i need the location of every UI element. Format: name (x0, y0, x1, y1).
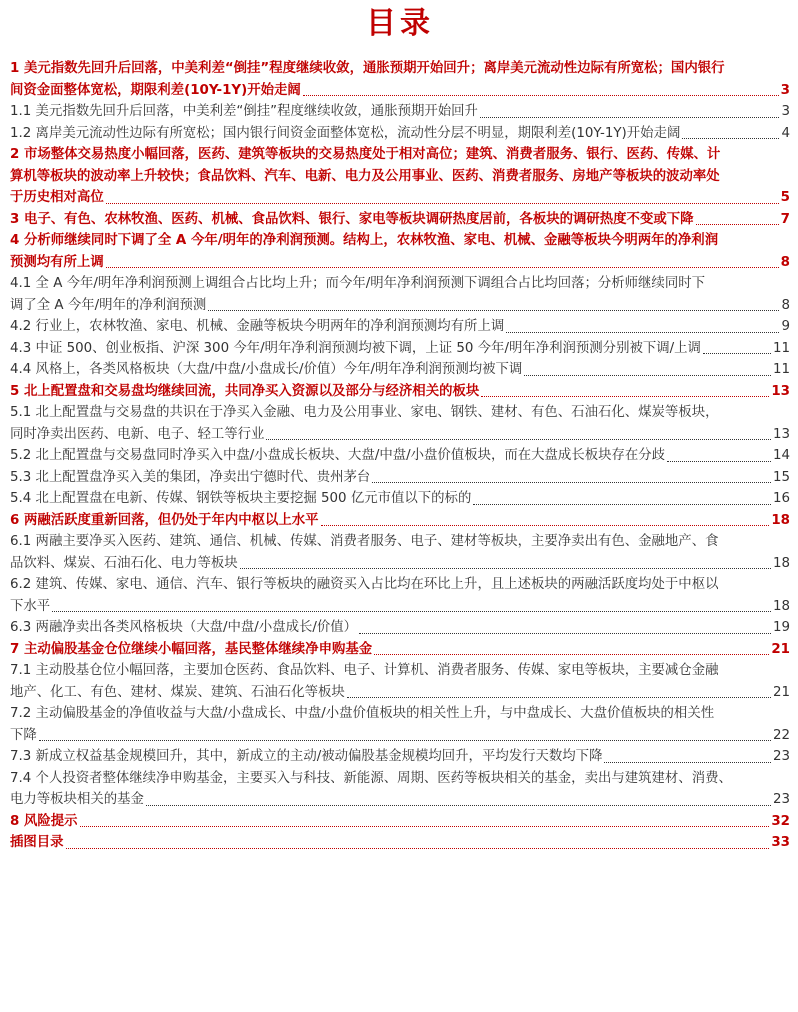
toc-entry-text: 6 两融活跃度重新回落，但仍处于年内中枢以上水平 (10, 512, 319, 528)
dot-leader (682, 137, 779, 139)
toc-entry-text: 7.4 个人投资者整体继续净申购基金，主要买入与科技、新能源、周期、医药等板块相关的基金，卖出与建筑建材、消费、 (10, 770, 732, 786)
toc-entry-subsection[interactable] (10, 488, 790, 510)
toc-entry-text: 7.1 主动股基仓位小幅回落，主要加仓医药、食品饮料、电子、计算机、消费者服务、传媒、家电等板块，主要减仓金融 (10, 663, 719, 678)
toc-page-number: 3 (780, 82, 790, 98)
toc-entry-subsection[interactable] (10, 467, 790, 489)
toc-entry-text: 调了全 A 今年/明年的净利润预测 (10, 297, 207, 313)
toc-entry-subsection[interactable] (10, 445, 790, 467)
toc-page-number: 23 (772, 749, 790, 764)
toc-entry-text: 地产、化工、有色、建材、煤炭、建筑、石油石化等板块 (10, 684, 345, 700)
toc-page-number: 5 (780, 190, 790, 205)
toc-entry-text: 1 美元指数先回升后回落，中美利差“倒挂”程度继续收敛，通胀预期开始回升；离岸美元流动性边际有所宽松；国内银行 (10, 61, 725, 76)
toc-entry-text: 算机等板块的波动率上升较快；食品饮料、汽车、电新、电力及公用事业、医药、消费者服务、房地产等板块的波动率处 (10, 168, 720, 184)
toc-page-number: 16 (772, 491, 790, 506)
toc-entry-section[interactable] (10, 811, 790, 833)
toc-entry-section[interactable] (10, 58, 790, 101)
dot-leader (66, 847, 770, 849)
toc-page-number: 19 (772, 620, 790, 635)
toc-entry-text: 5.2 北上配置盘与交易盘同时净买入中盘/小盘成长板块、大盘/中盘/小盘价值板块，而在大盘成长板块存在分歧 (10, 448, 666, 463)
toc-entry-section[interactable] (10, 510, 790, 532)
dot-leader (39, 739, 771, 741)
toc-entry-text: 1.2 离岸美元流动性边际有所宽松；国内银行间资金面整体宽松，流动性分层不明显，期限利差(10Y-1Y)开始走阔 (10, 125, 681, 141)
toc-entry-section[interactable] (10, 381, 790, 403)
toc-entry-subsection[interactable] (10, 746, 790, 768)
toc-entry-text: 6.1 两融主要净买入医药、建筑、通信、机械、传媒、消费者服务、电子、建材等板块，主要净卖出有色、金融地产、食 (10, 534, 719, 549)
toc-entry-text: 5.1 北上配置盘与交易盘的共识在于净买入金融、电力及公用事业、家电、钢铁、建材、有色、石油石化、煤炭等板块， (10, 405, 719, 420)
dot-leader (208, 309, 779, 311)
toc-entry-text: 品饮料、煤炭、石油石化、电力等板块 (10, 555, 238, 571)
toc-entry-subsection[interactable] (10, 123, 790, 145)
toc-entry-section[interactable] (10, 230, 790, 273)
toc-entry-text: 下水平 (10, 598, 51, 614)
toc-page-number: 11 (772, 362, 790, 377)
dot-leader (359, 632, 771, 634)
toc-page-number: 33 (771, 835, 790, 850)
toc-entry-text: 预测均有所上调 (10, 254, 104, 270)
toc-entry-section[interactable] (10, 209, 790, 231)
dot-leader (667, 460, 771, 462)
toc-entry-text: 6.2 建筑、传媒、家电、通信、汽车、银行等板块的融资买入占比均在环比上升，且上述板块的两融活跃度均处于中枢以 (10, 577, 719, 592)
toc-entry-section[interactable] (10, 832, 790, 854)
dot-leader (106, 202, 779, 204)
toc-entry-text: 1.1 美元指数先回升后回落，中美利差“倒挂”程度继续收敛，通胀预期开始回升 (10, 104, 478, 119)
dot-leader (347, 696, 771, 698)
toc-entry-text: 6.3 两融净卖出各类风格板块（大盘/中盘/小盘成长/价值） (10, 620, 358, 635)
toc-entry-text: 4.1 全 A 今年/明年净利润预测上调组合占比均上升；而今年/明年净利润预测下调组合占比均回落；分析师继续同时下 (10, 276, 705, 291)
toc-entry-text: 7.3 新成立权益基金规模回升，其中，新成立的主动/被动偏股基金规模均回升，平均发行天数均下降 (10, 749, 603, 764)
toc-entry-subsection[interactable] (10, 338, 790, 360)
dot-leader (696, 223, 779, 225)
dot-leader (604, 761, 770, 763)
dot-leader (506, 331, 779, 333)
toc-entry-text: 4.3 中证 500、创业板指、沪深 300 今年/明年净利润预测均被下调，上证 50 今年/明年净利润预测分别被下调/上调 (10, 340, 701, 356)
dot-leader (481, 395, 769, 397)
toc-page-number: 8 (780, 254, 790, 270)
toc-page-number: 11 (772, 340, 790, 356)
toc-page-number: 22 (772, 727, 790, 743)
toc-entry-text: 下降 (10, 727, 37, 743)
toc-entry-subsection[interactable] (10, 703, 790, 746)
toc-page-number: 21 (771, 641, 790, 657)
toc-entry-text: 于历史相对高位 (10, 190, 104, 205)
toc-entry-subsection[interactable] (10, 660, 790, 703)
dot-leader (703, 352, 771, 354)
toc-entry-text: 同时净卖出医药、电新、电子、轻工等行业 (10, 426, 265, 442)
dot-leader (240, 567, 771, 569)
dot-leader (473, 503, 771, 505)
toc-page-number: 23 (772, 792, 790, 807)
toc-list (10, 58, 790, 854)
dot-leader (52, 610, 771, 612)
toc-entry-subsection[interactable] (10, 402, 790, 445)
toc-entry-subsection[interactable] (10, 101, 790, 123)
toc-page-number: 18 (772, 598, 790, 614)
dot-leader (106, 266, 779, 268)
toc-entry-subsection[interactable] (10, 316, 790, 338)
toc-page-number: 14 (772, 448, 790, 463)
toc-entry-text: 4.4 风格上，各类风格板块（大盘/中盘/小盘成长/价值）今年/明年净利润预测均被下调 (10, 362, 523, 377)
toc-entry-text: 2 市场整体交易热度小幅回落，医药、建筑等板块的交易热度处于相对高位；建筑、消费者服务、银行、医药、传媒、计 (10, 147, 721, 162)
toc-page-number: 15 (772, 469, 790, 485)
toc-entry-subsection[interactable] (10, 359, 790, 381)
toc-entry-text: 4.2 行业上，农林牧渔、家电、机械、金融等板块今明两年的净利润预测均有所上调 (10, 319, 505, 334)
dot-leader (524, 374, 771, 376)
toc-entry-subsection[interactable] (10, 617, 790, 639)
toc-entry-text: 3 电子、有色、农林牧渔、医药、机械、食品饮料、银行、家电等板块调研热度居前，各板块的调研热度不变或下降 (10, 211, 694, 227)
toc-page-number: 9 (781, 319, 790, 334)
toc-page (0, 4, 798, 1012)
toc-page-number: 4 (781, 125, 790, 141)
toc-entry-text: 插图目录 (10, 835, 64, 850)
toc-page-number: 13 (771, 383, 790, 399)
toc-page-number: 3 (781, 104, 790, 119)
toc-entry-subsection[interactable] (10, 574, 790, 617)
toc-entry-section[interactable] (10, 639, 790, 661)
dot-leader (303, 94, 779, 96)
toc-entry-text: 7 主动偏股基金仓位继续小幅回落，基民整体继续净申购基金 (10, 641, 373, 657)
dot-leader (146, 804, 771, 806)
page-title: 目录 (366, 6, 434, 41)
toc-entry-text: 4 分析师继续同时下调了全 A 今年/明年的净利润预测。结构上，农林牧渔、家电、机械、金融等板块今明两年的净利润 (10, 233, 719, 248)
dot-leader (80, 825, 770, 827)
toc-page-number: 13 (772, 426, 790, 442)
toc-entry-text: 5.4 北上配置盘在电新、传媒、钢铁等板块主要挖掘 500 亿元市值以下的标的 (10, 491, 472, 506)
toc-entry-text: 7.2 主动偏股基金的净值收益与大盘/小盘成长、中盘/小盘价值板块的相关性上升，与中盘成长、大盘价值板块的相关性 (10, 706, 715, 721)
toc-entry-subsection[interactable] (10, 768, 790, 811)
toc-entry-text: 8 风险提示 (10, 813, 78, 829)
dot-leader (266, 438, 771, 440)
toc-entry-section[interactable] (10, 144, 790, 209)
toc-entry-text: 间资金面整体宽松，期限利差(10Y-1Y)开始走阔 (10, 82, 301, 98)
toc-page-number: 32 (771, 813, 790, 829)
dot-leader (374, 653, 769, 655)
toc-page-number: 18 (771, 512, 790, 528)
toc-page-number: 18 (772, 555, 790, 571)
toc-page-number: 8 (781, 297, 790, 313)
dot-leader (480, 116, 780, 118)
dot-leader (321, 524, 770, 526)
toc-page-number: 21 (772, 684, 790, 700)
toc-page-number: 7 (780, 211, 790, 227)
toc-entry-text: 5 北上配置盘和交易盘均继续回流，共同净买入资源以及部分与经济相关的板块 (10, 383, 480, 399)
toc-entry-subsection[interactable] (10, 273, 790, 316)
toc-entry-text: 电力等板块相关的基金 (10, 792, 144, 807)
toc-entry-subsection[interactable] (10, 531, 790, 574)
dot-leader (372, 481, 771, 483)
toc-entry-text: 5.3 北上配置盘净买入美的集团，净卖出宁德时代、贵州茅台 (10, 469, 371, 485)
